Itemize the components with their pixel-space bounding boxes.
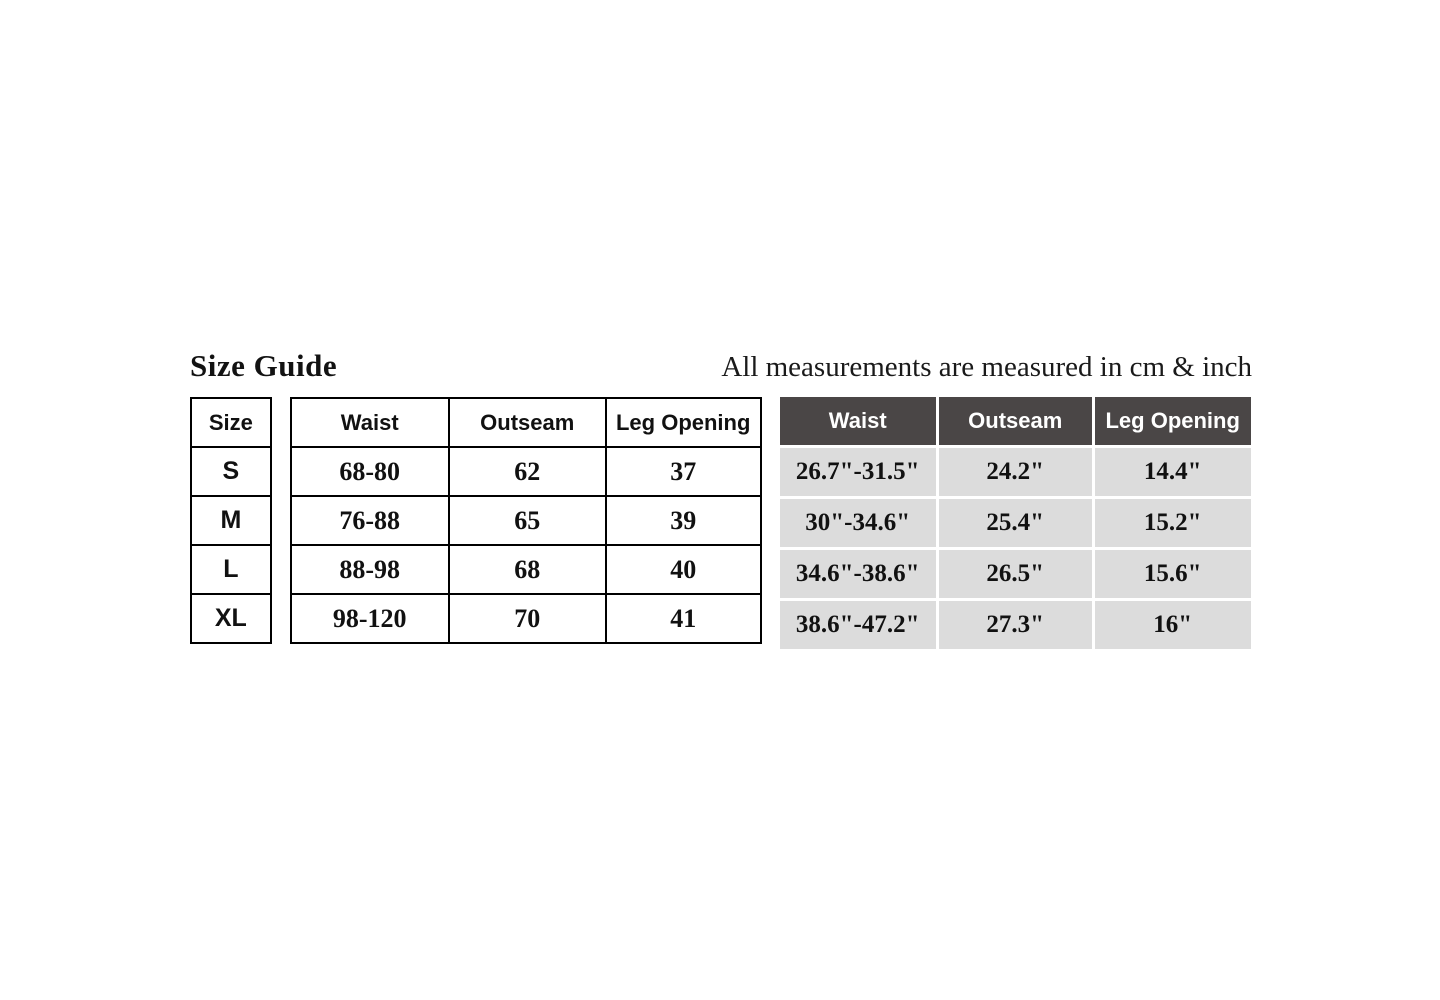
inch-header-leg-opening: Leg Opening [1095, 397, 1251, 445]
inch-leg-opening-s: 14.4" [1095, 448, 1251, 496]
inch-header-outseam: Outseam [939, 397, 1092, 445]
inch-outseam-l: 26.5" [939, 550, 1092, 598]
cm-outseam-xl: 70 [449, 594, 606, 643]
cm-leg-opening-m: 39 [606, 496, 761, 545]
size-label-l: L [191, 545, 271, 594]
inch-outseam-s: 24.2" [939, 448, 1092, 496]
cm-leg-opening-s: 37 [606, 447, 761, 496]
cm-measurements-table [290, 397, 762, 644]
size-guide-panel [190, 348, 1252, 649]
table-row [291, 447, 761, 496]
table-header-row [291, 398, 761, 447]
size-label-s: S [191, 447, 271, 496]
page-title: Size Guide [190, 348, 338, 383]
inch-leg-opening-xl: 16" [1095, 601, 1251, 649]
table-row [191, 545, 271, 594]
inch-leg-opening-l: 15.6" [1095, 550, 1251, 598]
size-label-m: M [191, 496, 271, 545]
cm-waist-s: 68-80 [291, 447, 449, 496]
cm-waist-xl: 98-120 [291, 594, 449, 643]
inch-leg-opening-m: 15.2" [1095, 499, 1251, 547]
inch-header-waist: Waist [780, 397, 936, 445]
cm-waist-l: 88-98 [291, 545, 449, 594]
table-row [291, 594, 761, 643]
table-row [191, 594, 271, 643]
cm-header-waist: Waist [291, 398, 449, 447]
inch-waist-xl: 38.6"-47.2" [780, 601, 936, 649]
cm-outseam-s: 62 [449, 447, 606, 496]
cm-outseam-l: 68 [449, 545, 606, 594]
table-row [291, 496, 761, 545]
table-row [291, 545, 761, 594]
size-label-xl: XL [191, 594, 271, 643]
inch-waist-s: 26.7"-31.5" [780, 448, 936, 496]
inch-waist-l: 34.6"-38.6" [780, 550, 936, 598]
inch-outseam-xl: 27.3" [939, 601, 1092, 649]
size-column-table [190, 397, 272, 644]
table-row [191, 496, 271, 545]
inch-waist-m: 30"-34.6" [780, 499, 936, 547]
cm-waist-m: 76-88 [291, 496, 449, 545]
cm-header-leg-opening: Leg Opening [606, 398, 761, 447]
table-header-row [191, 398, 271, 447]
size-header: Size [191, 398, 271, 447]
cm-leg-opening-xl: 41 [606, 594, 761, 643]
inch-measurements-table [780, 397, 1252, 649]
measurement-units-note: All measurements are measured in cm & inch [721, 351, 1252, 383]
inch-outseam-m: 25.4" [939, 499, 1092, 547]
cm-leg-opening-l: 40 [606, 545, 761, 594]
size-guide-header [190, 348, 1252, 384]
table-row [191, 447, 271, 496]
cm-header-outseam: Outseam [449, 398, 606, 447]
size-tables-row [190, 397, 1252, 649]
cm-outseam-m: 65 [449, 496, 606, 545]
